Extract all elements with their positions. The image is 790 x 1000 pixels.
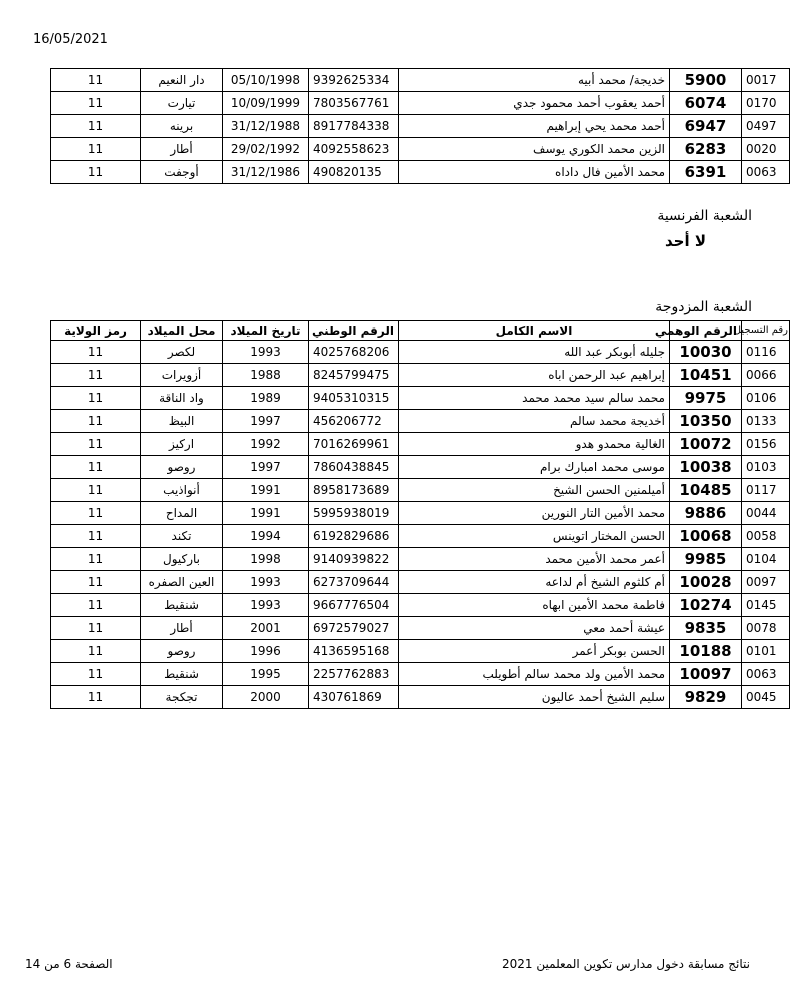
cell-anonymous-number: 10072 xyxy=(670,433,742,456)
cell-registration-number: 0066 xyxy=(742,364,790,387)
cell-registration-number: 0058 xyxy=(742,525,790,548)
cell-birth-date: 31/12/1986 xyxy=(223,161,309,184)
table-row xyxy=(51,663,790,686)
cell-registration-number: 0103 xyxy=(742,456,790,479)
cell-anonymous-number: 10451 xyxy=(670,364,742,387)
table-row xyxy=(51,594,790,617)
cell-anonymous-number: 9886 xyxy=(670,502,742,525)
cell-wilaya: 11 xyxy=(51,594,141,617)
cell-full-name: محمد سالم سيد محمد محمد xyxy=(399,387,670,410)
cell-national-id: 7016269961 xyxy=(309,433,399,456)
cell-registration-number: 0101 xyxy=(742,640,790,663)
cell-wilaya: 11 xyxy=(51,525,141,548)
cell-anonymous-number: 10030 xyxy=(670,341,742,364)
cell-birth-place: البيظ xyxy=(141,410,223,433)
cell-full-name: أخديجة محمد سالم xyxy=(399,410,670,433)
cell-wilaya: 11 xyxy=(51,387,141,410)
table-row xyxy=(51,341,790,364)
table-header-row xyxy=(51,321,790,341)
cell-birth-place: باركيول xyxy=(141,548,223,571)
header-birth-date: تاريخ الميلاد xyxy=(223,321,309,341)
cell-registration-number: 0020 xyxy=(742,138,790,161)
cell-national-id: 6192829686 xyxy=(309,525,399,548)
cell-birth-date: 1989 xyxy=(223,387,309,410)
cell-wilaya: 11 xyxy=(51,341,141,364)
cell-anonymous-number: 10068 xyxy=(670,525,742,548)
cell-registration-number: 0156 xyxy=(742,433,790,456)
cell-birth-date: 10/09/1999 xyxy=(223,92,309,115)
cell-wilaya: 11 xyxy=(51,92,141,115)
cell-birth-place: المداح xyxy=(141,502,223,525)
cell-birth-date: 1991 xyxy=(223,479,309,502)
footer-page-number: الصفحة 6 من 14 xyxy=(25,957,113,971)
cell-wilaya: 11 xyxy=(51,410,141,433)
cell-registration-number: 0145 xyxy=(742,594,790,617)
cell-anonymous-number: 6283 xyxy=(670,138,742,161)
cell-wilaya: 11 xyxy=(51,548,141,571)
header-anonymous-number: الرقم الوهمي xyxy=(670,321,742,341)
cell-national-id: 7860438845 xyxy=(309,456,399,479)
cell-birth-place: برينه xyxy=(141,115,223,138)
table-row xyxy=(51,548,790,571)
cell-full-name: موسى محمد امبارك برام xyxy=(399,456,670,479)
cell-birth-place: روصو xyxy=(141,456,223,479)
cell-registration-number: 0063 xyxy=(742,161,790,184)
cell-wilaya: 11 xyxy=(51,686,141,709)
header-national-id: الرقم الوطني xyxy=(309,321,399,341)
cell-wilaya: 11 xyxy=(51,69,141,92)
footer-title: نتائج مسابقة دخول مدارس تكوين المعلمين 2021 xyxy=(502,957,750,971)
cell-registration-number: 0170 xyxy=(742,92,790,115)
cell-full-name: الحسن بوبكر أعمر xyxy=(399,640,670,663)
cell-wilaya: 11 xyxy=(51,138,141,161)
cell-full-name: محمد الأمين فال داداه xyxy=(399,161,670,184)
cell-full-name: أحمد محمد يحي إبراهيم xyxy=(399,115,670,138)
cell-national-id: 7803567761 xyxy=(309,92,399,115)
cell-birth-place: لكصر xyxy=(141,341,223,364)
cell-anonymous-number: 10188 xyxy=(670,640,742,663)
table-row xyxy=(51,410,790,433)
cell-full-name: أعمر محمد الأمين محمد xyxy=(399,548,670,571)
cell-registration-number: 0497 xyxy=(742,115,790,138)
cell-full-name: الحسن المختار اتوينس xyxy=(399,525,670,548)
cell-national-id: 6972579027 xyxy=(309,617,399,640)
print-date: 16/05/2021 xyxy=(33,32,108,47)
cell-national-id: 9405310315 xyxy=(309,387,399,410)
cell-birth-place: دار النعيم xyxy=(141,69,223,92)
table-row xyxy=(51,525,790,548)
table-row xyxy=(51,502,790,525)
cell-registration-number: 0063 xyxy=(742,663,790,686)
cell-national-id: 456206772 xyxy=(309,410,399,433)
cell-birth-place: واد الناقة xyxy=(141,387,223,410)
cell-birth-place: أطار xyxy=(141,617,223,640)
cell-birth-place: تجكجة xyxy=(141,686,223,709)
cell-birth-place: روصو xyxy=(141,640,223,663)
cell-anonymous-number: 9829 xyxy=(670,686,742,709)
section-french-title: الشعبة الفرنسية xyxy=(657,208,752,224)
cell-anonymous-number: 6947 xyxy=(670,115,742,138)
table-row xyxy=(51,617,790,640)
table-row xyxy=(51,686,790,709)
cell-birth-date: 1993 xyxy=(223,341,309,364)
cell-birth-date: 1994 xyxy=(223,525,309,548)
cell-full-name: جليله أبوبكر عبد الله xyxy=(399,341,670,364)
cell-wilaya: 11 xyxy=(51,617,141,640)
header-wilaya: رمز الولاية xyxy=(51,321,141,341)
cell-national-id: 4092558623 xyxy=(309,138,399,161)
cell-full-name: فاطمة محمد الأمين ابهاه xyxy=(399,594,670,617)
cell-anonymous-number: 5900 xyxy=(670,69,742,92)
cell-birth-place: شنقيط xyxy=(141,594,223,617)
table-row xyxy=(51,138,790,161)
cell-national-id: 8958173689 xyxy=(309,479,399,502)
cell-birth-date: 31/12/1988 xyxy=(223,115,309,138)
cell-birth-date: 2001 xyxy=(223,617,309,640)
cell-registration-number: 0045 xyxy=(742,686,790,709)
cell-wilaya: 11 xyxy=(51,663,141,686)
section-french-none: لا أحد xyxy=(664,232,706,250)
cell-birth-date: 1995 xyxy=(223,663,309,686)
cell-wilaya: 11 xyxy=(51,571,141,594)
cell-registration-number: 0133 xyxy=(742,410,790,433)
table-row xyxy=(51,433,790,456)
cell-national-id: 8245799475 xyxy=(309,364,399,387)
cell-national-id: 430761869 xyxy=(309,686,399,709)
cell-registration-number: 0017 xyxy=(742,69,790,92)
cell-wilaya: 11 xyxy=(51,640,141,663)
results-table-mixed xyxy=(50,320,790,709)
section-mixed-title: الشعبة المزدوجة xyxy=(655,299,752,315)
cell-birth-place: أنواذيب xyxy=(141,479,223,502)
table-row xyxy=(51,456,790,479)
cell-full-name: إبراهيم عبد الرحمن اباه xyxy=(399,364,670,387)
cell-birth-date: 1993 xyxy=(223,571,309,594)
cell-full-name: الغالية محمدو هدو xyxy=(399,433,670,456)
cell-anonymous-number: 10274 xyxy=(670,594,742,617)
cell-birth-date: 1988 xyxy=(223,364,309,387)
cell-national-id: 2257762883 xyxy=(309,663,399,686)
cell-anonymous-number: 9975 xyxy=(670,387,742,410)
cell-registration-number: 0117 xyxy=(742,479,790,502)
cell-registration-number: 0106 xyxy=(742,387,790,410)
cell-full-name: سليم الشيخ أحمد عاليون xyxy=(399,686,670,709)
cell-registration-number: 0097 xyxy=(742,571,790,594)
cell-full-name: أميلمنين الحسن الشيخ xyxy=(399,479,670,502)
cell-national-id: 9392625334 xyxy=(309,69,399,92)
cell-national-id: 5995938019 xyxy=(309,502,399,525)
results-table-continued-body xyxy=(51,69,790,184)
table-row xyxy=(51,92,790,115)
table-row xyxy=(51,571,790,594)
header-full-name: الاسم الكامل xyxy=(399,321,670,341)
table-row xyxy=(51,69,790,92)
cell-registration-number: 0044 xyxy=(742,502,790,525)
cell-anonymous-number: 9835 xyxy=(670,617,742,640)
cell-birth-date: 1997 xyxy=(223,410,309,433)
cell-birth-date: 1998 xyxy=(223,548,309,571)
cell-wilaya: 11 xyxy=(51,115,141,138)
table-row xyxy=(51,115,790,138)
cell-wilaya: 11 xyxy=(51,479,141,502)
cell-anonymous-number: 10038 xyxy=(670,456,742,479)
cell-wilaya: 11 xyxy=(51,433,141,456)
cell-full-name: الزين محمد الكوري يوسف xyxy=(399,138,670,161)
results-table-continued xyxy=(50,68,790,184)
cell-full-name: أحمد يعقوب أحمد محمود جدي xyxy=(399,92,670,115)
cell-wilaya: 11 xyxy=(51,364,141,387)
cell-wilaya: 11 xyxy=(51,456,141,479)
cell-birth-date: 1996 xyxy=(223,640,309,663)
cell-birth-date: 1991 xyxy=(223,502,309,525)
cell-wilaya: 11 xyxy=(51,502,141,525)
cell-anonymous-number: 10097 xyxy=(670,663,742,686)
cell-registration-number: 0104 xyxy=(742,548,790,571)
cell-birth-place: تكند xyxy=(141,525,223,548)
cell-national-id: 6273709644 xyxy=(309,571,399,594)
cell-birth-date: 29/02/1992 xyxy=(223,138,309,161)
header-birth-place: محل الميلاد xyxy=(141,321,223,341)
cell-full-name: عيشة أحمد معي xyxy=(399,617,670,640)
cell-full-name: محمد الأمين التار النورين xyxy=(399,502,670,525)
cell-birth-date: 05/10/1998 xyxy=(223,69,309,92)
cell-anonymous-number: 9985 xyxy=(670,548,742,571)
cell-national-id: 4025768206 xyxy=(309,341,399,364)
results-table-mixed-body xyxy=(51,341,790,709)
cell-anonymous-number: 10028 xyxy=(670,571,742,594)
cell-full-name: أم كلثوم الشيخ أم لداعه xyxy=(399,571,670,594)
table-row xyxy=(51,387,790,410)
cell-full-name: محمد الأمين ولد محمد سالم أطويلب xyxy=(399,663,670,686)
cell-birth-place: اركيز xyxy=(141,433,223,456)
cell-national-id: 9140939822 xyxy=(309,548,399,571)
cell-birth-place: أوجفت xyxy=(141,161,223,184)
cell-birth-date: 2000 xyxy=(223,686,309,709)
cell-national-id: 490820135 xyxy=(309,161,399,184)
table-row xyxy=(51,479,790,502)
cell-wilaya: 11 xyxy=(51,161,141,184)
table-row xyxy=(51,161,790,184)
cell-registration-number: 0078 xyxy=(742,617,790,640)
cell-birth-place: أطار xyxy=(141,138,223,161)
cell-birth-place: أزويرات xyxy=(141,364,223,387)
cell-anonymous-number: 6391 xyxy=(670,161,742,184)
cell-birth-place: تيارت xyxy=(141,92,223,115)
cell-full-name: خديجة/ محمد أبيه xyxy=(399,69,670,92)
cell-national-id: 4136595168 xyxy=(309,640,399,663)
cell-national-id: 9667776504 xyxy=(309,594,399,617)
cell-birth-date: 1997 xyxy=(223,456,309,479)
cell-anonymous-number: 6074 xyxy=(670,92,742,115)
cell-anonymous-number: 10485 xyxy=(670,479,742,502)
cell-birth-date: 1993 xyxy=(223,594,309,617)
cell-anonymous-number: 10350 xyxy=(670,410,742,433)
cell-national-id: 8917784338 xyxy=(309,115,399,138)
header-registration-number: رقم التسجيل xyxy=(742,321,790,341)
cell-birth-place: العين الصفره xyxy=(141,571,223,594)
cell-registration-number: 0116 xyxy=(742,341,790,364)
cell-birth-place: شنقيط xyxy=(141,663,223,686)
table-row xyxy=(51,640,790,663)
table-row xyxy=(51,364,790,387)
cell-birth-date: 1992 xyxy=(223,433,309,456)
